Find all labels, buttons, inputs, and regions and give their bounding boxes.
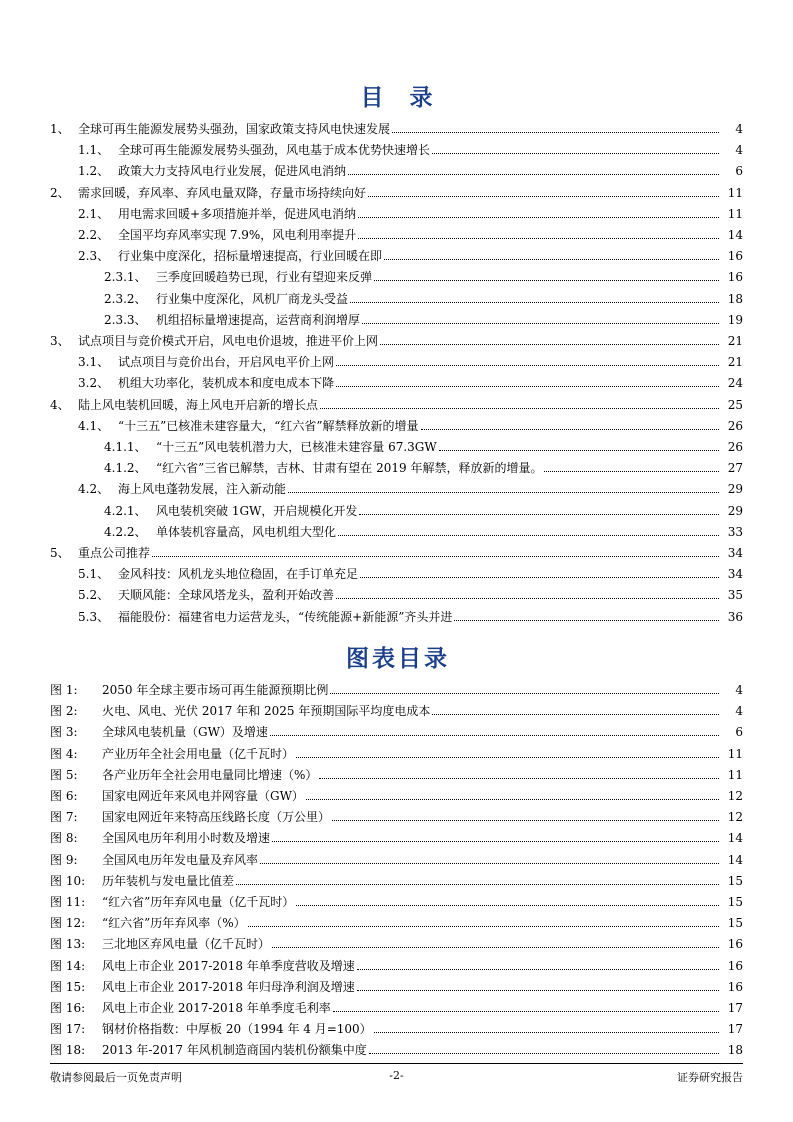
- toc-entry[interactable]: [50, 328, 743, 348]
- toc-entry-number: 4.1.2、: [104, 461, 147, 476]
- dot-leader: [357, 968, 719, 970]
- page-ref: 24: [727, 376, 743, 391]
- toc-entry[interactable]: [50, 540, 743, 560]
- dot-leader: [432, 152, 719, 154]
- dot-leader: [432, 713, 719, 715]
- figure-caption: 产业历年全社会用电量（亿千瓦时）: [102, 746, 295, 761]
- toc-entry-number: 5.3、: [78, 609, 110, 624]
- page-ref: 4: [735, 143, 743, 158]
- figure-number: 图 11:: [50, 895, 86, 909]
- figure-list-title: 图表目录: [346, 646, 450, 672]
- toc-entry[interactable]: [78, 201, 743, 221]
- toc-entry[interactable]: [78, 604, 743, 624]
- figure-caption: 历年装机与发电量比值差: [102, 873, 235, 888]
- figure-entry[interactable]: [50, 741, 743, 761]
- figure-caption: 风电上市企业 2017-2018 年单季度营收及增速: [102, 958, 355, 973]
- toc-entry-number: 5.2、: [78, 588, 110, 603]
- toc-entry-text: 用电需求回暖+多项措施并举，促进风电消纳: [118, 206, 357, 221]
- dot-leader: [248, 925, 719, 927]
- toc-entry-number: 2.3.1、: [104, 270, 147, 285]
- figure-entry[interactable]: [50, 995, 743, 1015]
- figure-number: 图 3:: [50, 725, 78, 740]
- figure-caption: 全球风电装机量（GW）及增速: [102, 725, 268, 740]
- toc-entry-number: 2.2、: [78, 228, 110, 242]
- figure-number: 图 15:: [50, 979, 86, 994]
- toc-entry-number: 3.2、: [78, 376, 110, 391]
- toc-entry-number: 2.1、: [78, 206, 110, 221]
- toc-entry-text: 重点公司推荐: [78, 546, 151, 560]
- dot-leader: [152, 555, 719, 557]
- dot-leader: [359, 513, 719, 515]
- page-ref: 14: [727, 228, 743, 242]
- toc-entry[interactable]: [104, 434, 743, 454]
- figure-caption: 全国风电历年利用小时数及增速: [102, 831, 271, 846]
- dot-leader: [421, 428, 719, 430]
- figure-entry[interactable]: [50, 847, 743, 867]
- toc-entry[interactable]: [78, 243, 743, 263]
- page-ref: 16: [727, 249, 743, 264]
- page-ref: 16: [727, 937, 743, 952]
- dot-leader: [270, 734, 719, 736]
- page-ref: 4: [735, 683, 743, 697]
- toc-entry-number: 4.2.1、: [104, 503, 147, 518]
- dot-leader: [358, 216, 719, 218]
- toc-entry-number: 2.3、: [78, 249, 110, 264]
- dot-leader: [439, 449, 719, 451]
- figure-caption: “红六省”历年弃风率（%）: [102, 916, 246, 931]
- page-ref: 26: [727, 440, 743, 454]
- page-ref: 33: [727, 524, 743, 539]
- toc-entry-text: 海上风电蓬勃发展，注入新动能: [118, 482, 287, 497]
- page-ref: 6: [735, 164, 743, 179]
- toc-entry-text: “红六省”三省已解禁，吉林、甘肃有望在 2019 年解禁，释放新的增量。: [156, 461, 543, 476]
- dot-leader: [358, 237, 719, 239]
- toc-entry[interactable]: [104, 498, 743, 518]
- toc-entry-number: 3、: [50, 334, 70, 348]
- toc-entry-text: 单体装机容量高，风电机组大型化: [156, 524, 337, 539]
- toc-entry[interactable]: [78, 582, 743, 602]
- dot-leader: [350, 301, 719, 303]
- page-ref: 4: [735, 122, 743, 136]
- page-ref: 11: [727, 185, 743, 200]
- page-ref: 17: [727, 1001, 743, 1015]
- figure-entry[interactable]: [50, 783, 743, 803]
- toc-entry-number: 1.2、: [78, 164, 110, 179]
- toc-entry[interactable]: [50, 392, 743, 412]
- figure-number: 图 13:: [50, 937, 86, 952]
- toc-title: 目录: [360, 85, 459, 111]
- toc-entry-text: 三季度回暖趋势已现，行业有望迎来反弹: [156, 270, 373, 285]
- page-ref: 15: [727, 895, 743, 909]
- page-ref: 36: [727, 609, 743, 624]
- toc-entry[interactable]: [78, 158, 743, 178]
- toc-entry[interactable]: [50, 116, 743, 136]
- dot-leader: [384, 258, 719, 260]
- toc-entry-text: “十三五”风电装机潜力大，已核准未建容量 67.3GW: [156, 440, 437, 454]
- dot-leader: [296, 904, 719, 906]
- page-ref: 16: [727, 958, 743, 973]
- toc-entry-number: 5、: [50, 546, 70, 560]
- figure-entry[interactable]: [50, 1016, 743, 1036]
- toc-entry[interactable]: [104, 286, 743, 306]
- page-ref: 26: [727, 418, 743, 433]
- toc-entry-text: “十三五”已核准未建容量大，“红六省”解禁释放新的增量: [118, 418, 419, 433]
- dot-leader: [336, 364, 719, 366]
- figure-caption: 风电上市企业 2017-2018 年单季度毛利率: [102, 1001, 331, 1015]
- dot-leader: [333, 1010, 719, 1012]
- page-ref: 16: [727, 270, 743, 285]
- page-ref: 11: [727, 746, 743, 761]
- toc-entry-text: 行业集中度深化，招标量增速提高，行业回暖在即: [118, 249, 383, 264]
- figure-number: 图 4:: [50, 746, 78, 761]
- page-ref: 12: [727, 789, 743, 803]
- dot-leader: [306, 798, 719, 800]
- figure-number: 图 14:: [50, 958, 86, 973]
- dot-leader: [319, 777, 719, 779]
- dot-leader: [320, 407, 719, 409]
- toc-entry-text: 试点项目与竞价模式开启，风电电价退坡，推进平价上网: [78, 334, 379, 348]
- toc-entry-number: 2.3.3、: [104, 312, 147, 327]
- toc-entry-number: 5.1、: [78, 567, 110, 582]
- dot-leader: [380, 343, 719, 345]
- toc-entry-text: 机组大功率化，装机成本和度电成本下降: [118, 376, 335, 391]
- figure-caption: 各产业历年全社会用电量同比增速（%）: [102, 767, 318, 782]
- page-ref: 21: [727, 334, 743, 348]
- figure-number: 图 16:: [50, 1001, 86, 1015]
- toc-entry-text: 全球可再生能源发展势头强劲，国家政策支持风电快速发展: [78, 122, 391, 136]
- page-ref: 4: [735, 704, 743, 719]
- figure-entry[interactable]: [50, 931, 743, 951]
- dot-leader: [288, 491, 719, 493]
- toc-entry-text: 试点项目与竞价出台，开启风电平价上网: [118, 355, 335, 370]
- page-ref: 15: [727, 873, 743, 888]
- figure-entry[interactable]: [50, 974, 743, 994]
- page-ref: 12: [727, 810, 743, 825]
- page-ref: 11: [727, 206, 743, 221]
- figure-entry[interactable]: [50, 825, 743, 845]
- toc-entry[interactable]: [78, 137, 743, 157]
- figure-entry[interactable]: [50, 889, 743, 909]
- dot-leader: [260, 862, 719, 864]
- toc-entry-number: 4、: [50, 397, 70, 412]
- toc-entry-text: 行业集中度深化，风机厂商龙头受益: [156, 291, 349, 306]
- figure-entry[interactable]: [50, 953, 743, 973]
- dot-leader: [336, 385, 719, 387]
- page-ref: 17: [727, 1022, 743, 1037]
- toc-entry-text: 风电装机突破 1GW，开启规模化开发: [156, 503, 358, 518]
- dot-leader: [360, 576, 719, 578]
- dot-leader: [236, 883, 719, 885]
- figure-caption: 2013 年-2017 年风机制造商国内装机份额集中度: [102, 1043, 367, 1058]
- figure-number: 图 8:: [50, 831, 78, 846]
- figure-caption: 钢材价格指数：中厚板 20（1994 年 4 月=100）: [102, 1022, 372, 1037]
- dot-leader: [374, 279, 719, 281]
- figure-entry[interactable]: [50, 868, 743, 888]
- page-ref: 18: [727, 291, 743, 306]
- page-ref: 29: [727, 503, 743, 518]
- toc-entry[interactable]: [104, 455, 743, 475]
- page-ref: 21: [727, 355, 743, 370]
- toc-entry[interactable]: [104, 264, 743, 284]
- toc-entry-text: 机组招标量增速提高，运营商利润增厚: [156, 312, 361, 327]
- toc-entry[interactable]: [78, 413, 743, 433]
- figure-caption: 国家电网近年来风电并网容量（GW）: [102, 789, 304, 803]
- toc-entry[interactable]: [78, 222, 743, 242]
- toc-entry-text: 天顺风能：全球风塔龙头，盈利开始改善: [118, 588, 335, 603]
- figure-number: 图 1:: [50, 683, 78, 697]
- page-ref: 6: [735, 725, 743, 740]
- figure-caption: “红六省”历年弃风电量（亿千瓦时）: [102, 895, 295, 909]
- toc-entry[interactable]: [104, 307, 743, 327]
- dot-leader: [272, 840, 719, 842]
- page-ref: 11: [727, 767, 743, 782]
- figure-number: 图 6:: [50, 789, 78, 803]
- dot-leader: [336, 597, 719, 599]
- toc-entry[interactable]: [78, 370, 743, 390]
- page-number: -2-: [389, 1069, 404, 1082]
- toc-entry-text: 全球可再生能源发展势头强劲，风电基于成本优势快速增长: [118, 143, 431, 158]
- page-ref: 29: [727, 482, 743, 497]
- dot-leader: [374, 1031, 719, 1033]
- figure-entry[interactable]: [50, 804, 743, 824]
- page-ref: 19: [727, 312, 743, 327]
- figure-number: 图 5:: [50, 767, 78, 782]
- dot-leader: [272, 946, 719, 948]
- page-ref: 14: [727, 852, 743, 867]
- toc-entry[interactable]: [78, 561, 743, 581]
- figure-caption: 火电、风电、光伏 2017 年和 2025 年预期国际平均度电成本: [102, 704, 431, 719]
- figure-entry[interactable]: [50, 762, 743, 782]
- dot-leader: [348, 173, 719, 175]
- toc-entry-text: 政策大力支持风电行业发展，促进风电消纳: [118, 164, 347, 179]
- footer-divider: [50, 1063, 743, 1064]
- page-ref: 16: [727, 979, 743, 994]
- toc-entry-number: 1.1、: [78, 143, 110, 158]
- figure-entry[interactable]: [50, 719, 743, 739]
- figure-caption: 风电上市企业 2017-2018 年归母净利润及增速: [102, 979, 355, 994]
- dot-leader: [369, 1052, 719, 1054]
- toc-entry-text: 金风科技：风机龙头地位稳固，在手订单充足: [118, 567, 359, 582]
- dot-leader: [368, 195, 719, 197]
- toc-entry[interactable]: [50, 180, 743, 200]
- dot-leader: [296, 756, 719, 758]
- dot-leader: [392, 131, 719, 133]
- footer-report-type: 证券研究报告: [677, 1071, 743, 1084]
- page-ref: 15: [727, 916, 743, 931]
- toc-entry-number: 4.2、: [78, 482, 110, 497]
- toc-entry-text: 福能股份：福建省电力运营龙头，“传统能源+新能源”齐头并进: [118, 609, 453, 624]
- footer-disclaimer: 敬请参阅最后一页免责声明: [50, 1071, 182, 1084]
- toc-entry-text: 全国平均弃风率实现 7.9%，风电利用率提升: [118, 228, 357, 242]
- figure-caption: 2050 年全球主要市场可再生能源预期比例: [102, 683, 329, 697]
- figure-caption: 三北地区弃风电量（亿千瓦时）: [102, 937, 271, 952]
- page-ref: 25: [727, 397, 743, 412]
- toc-entry-text: 需求回暖，弃风率、弃风电量双降，存量市场持续向好: [78, 185, 367, 200]
- page-ref: 34: [727, 546, 743, 560]
- page-ref: 27: [727, 461, 743, 476]
- figure-entry[interactable]: [50, 677, 743, 697]
- figure-number: 图 18:: [50, 1043, 86, 1058]
- toc-entry-number: 2、: [50, 185, 70, 200]
- page-ref: 14: [727, 831, 743, 846]
- figure-entry[interactable]: [50, 698, 743, 718]
- figure-number: 图 9:: [50, 852, 78, 867]
- toc-entry[interactable]: [78, 349, 743, 369]
- figure-caption: 全国风电历年发电量及弃风率: [102, 852, 259, 867]
- dot-leader: [330, 692, 719, 694]
- toc-entry-number: 4.1.1、: [104, 440, 147, 454]
- page-ref: 35: [727, 588, 743, 603]
- toc-entry-number: 2.3.2、: [104, 291, 147, 306]
- figure-number: 图 17:: [50, 1022, 86, 1037]
- toc-entry-number: 1、: [50, 122, 70, 136]
- figure-entry[interactable]: [50, 910, 743, 930]
- dot-leader: [338, 534, 719, 536]
- toc-entry-number: 4.1、: [78, 418, 110, 433]
- toc-entry-number: 4.2.2、: [104, 524, 147, 539]
- page-ref: 18: [727, 1043, 743, 1058]
- toc-entry-text: 陆上风电装机回暖，海上风电开启新的增长点: [78, 397, 319, 412]
- figure-number: 图 7:: [50, 810, 78, 825]
- figure-number: 图 10:: [50, 873, 86, 888]
- toc-entry[interactable]: [104, 519, 743, 539]
- toc-entry[interactable]: [78, 476, 743, 496]
- toc-entry-number: 3.1、: [78, 355, 110, 370]
- figure-caption: 国家电网近年来特高压线路长度（万公里）: [102, 810, 331, 825]
- page-ref: 34: [727, 567, 743, 582]
- dot-leader: [544, 470, 719, 472]
- dot-leader: [454, 619, 719, 621]
- figure-entry[interactable]: [50, 1037, 743, 1057]
- figure-number: 图 2:: [50, 704, 78, 719]
- dot-leader: [362, 322, 719, 324]
- dot-leader: [357, 989, 719, 991]
- dot-leader: [332, 819, 719, 821]
- figure-number: 图 12:: [50, 916, 86, 931]
